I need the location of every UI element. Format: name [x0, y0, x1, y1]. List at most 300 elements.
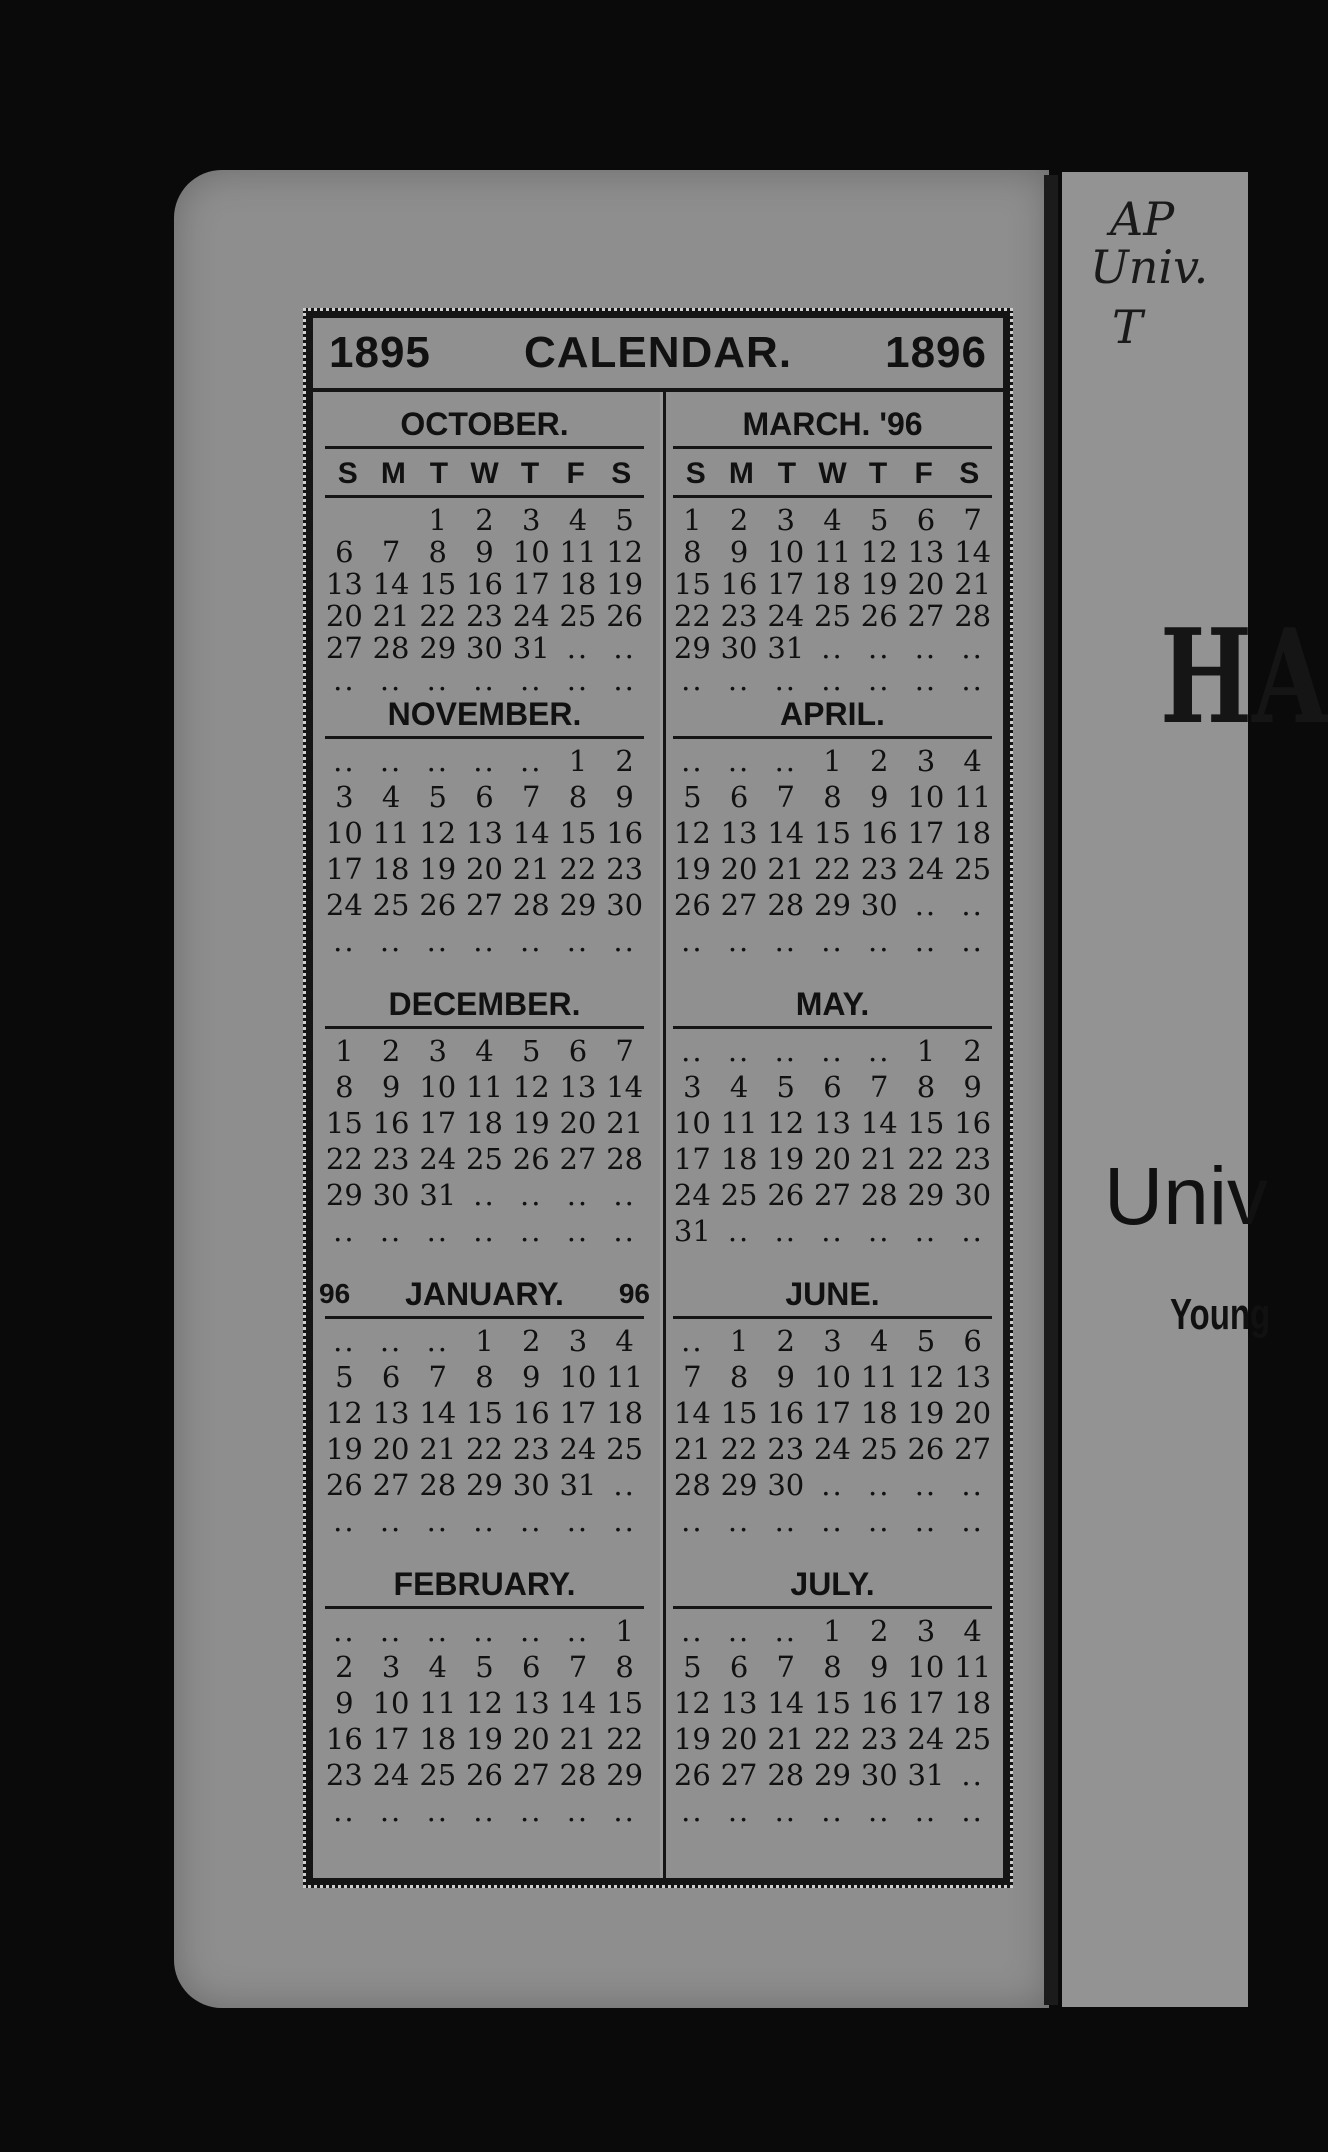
day-number: 29: [419, 631, 457, 665]
day-number: 15: [720, 1396, 758, 1430]
blank-day-dots: ..: [379, 1324, 403, 1358]
blank-day-dots: ..: [774, 924, 797, 958]
day-number: 2: [869, 744, 889, 778]
day-number: 30: [512, 1468, 550, 1502]
blank-day-dots: ..: [519, 1504, 543, 1538]
day-number: 16: [860, 1686, 898, 1720]
blank-day-dots: ..: [473, 1504, 496, 1538]
weekday-header: [673, 449, 992, 498]
day-number: 2: [521, 1324, 541, 1358]
blank-day-dots: ..: [961, 1504, 984, 1538]
blank-day-dots: ..: [681, 663, 704, 697]
calendar-header: [313, 318, 1003, 392]
day-number: 17: [907, 816, 945, 850]
day-number: 21: [673, 1432, 711, 1466]
day-number: 25: [372, 888, 410, 922]
weekday-label: M: [728, 457, 754, 490]
blank-day-dots: ..: [867, 1214, 891, 1248]
blank-day-dots: ..: [519, 1178, 543, 1212]
day-number: 29: [466, 1468, 503, 1502]
day-number: 1: [428, 503, 447, 537]
day-number: 24: [512, 599, 550, 633]
blank-day-dots: ..: [473, 1794, 496, 1828]
month-title: [325, 978, 644, 1029]
day-number: 10: [559, 1360, 597, 1394]
day-number: 28: [559, 1758, 597, 1792]
blank-day-dots: ..: [426, 1214, 449, 1248]
day-number: 19: [767, 1142, 805, 1176]
blank-day-dots: ..: [473, 744, 496, 778]
day-number: 8: [615, 1650, 634, 1684]
blank-day-dots: ..: [613, 1468, 636, 1502]
day-number: 9: [869, 780, 889, 814]
calendar-title: CALENDAR.: [523, 328, 793, 377]
day-number: 6: [729, 780, 749, 814]
month-block: [317, 978, 652, 1266]
day-number: 23: [466, 599, 503, 633]
day-number: 27: [325, 631, 363, 665]
blank-day-dots: ..: [426, 1324, 449, 1358]
day-number: 18: [954, 816, 992, 850]
blank-day-dots: ..: [774, 1504, 797, 1538]
day-number: 7: [963, 503, 982, 537]
month-title: [673, 1268, 992, 1319]
blank-day-dots: ..: [379, 1214, 403, 1248]
day-grid: [665, 1319, 1000, 1539]
day-number: 16: [466, 567, 503, 601]
facing-page: [1062, 172, 1248, 2007]
day-number: 4: [475, 1034, 494, 1068]
day-number: 26: [673, 888, 711, 922]
weekday-label: M: [380, 457, 406, 490]
day-number: 13: [512, 1686, 550, 1720]
day-number: 28: [767, 1758, 805, 1792]
day-number: 20: [814, 1142, 851, 1176]
blank-day-dots: ..: [821, 1794, 844, 1828]
day-number: 10: [372, 1686, 410, 1720]
blank-day-dots: ..: [727, 1614, 751, 1648]
day-number: 1: [615, 1614, 634, 1648]
day-number: 30: [720, 631, 758, 665]
day-number: 8: [823, 780, 842, 814]
day-number: 3: [428, 1034, 447, 1068]
day-grid: [317, 1029, 652, 1249]
day-number: 19: [907, 1396, 945, 1430]
blank-day-dots: ..: [333, 1504, 356, 1538]
day-number: 29: [559, 888, 597, 922]
day-number: 16: [325, 1722, 363, 1756]
blank-day-dots: ..: [961, 1794, 984, 1828]
month-name: MAY.: [795, 986, 870, 1022]
day-number: 16: [860, 816, 898, 850]
day-number: 15: [673, 567, 711, 601]
day-number: 24: [767, 599, 805, 633]
day-number: 22: [559, 852, 597, 886]
calendar-frame: [303, 308, 1013, 1888]
day-number: [321, 502, 368, 534]
day-number: 27: [814, 1178, 851, 1212]
day-number: 29: [720, 1468, 758, 1502]
day-number: 12: [325, 1396, 363, 1430]
day-number: 2: [615, 744, 634, 778]
day-number: 24: [559, 1432, 597, 1466]
day-number: 7: [428, 1360, 447, 1394]
month-title: [673, 688, 992, 739]
day-number: 14: [512, 816, 550, 850]
day-number: 23: [954, 1142, 992, 1176]
day-number: 12: [673, 1686, 711, 1720]
day-number: 21: [372, 599, 410, 633]
day-number: 6: [823, 1070, 842, 1104]
book-spine: [1044, 175, 1058, 2005]
day-number: [368, 502, 415, 534]
day-number: 31: [559, 1468, 597, 1502]
month-title: [673, 1558, 992, 1609]
day-number: 20: [372, 1432, 410, 1466]
day-number: 17: [673, 1142, 711, 1176]
day-number: 15: [466, 1396, 503, 1430]
blank-day-dots: ..: [774, 1034, 797, 1068]
month-name: NOVEMBER.: [387, 696, 582, 732]
day-number: 5: [335, 1360, 354, 1394]
day-number: 25: [954, 1722, 992, 1756]
blank-day-dots: ..: [426, 924, 449, 958]
day-number: 6: [521, 1650, 541, 1684]
day-number: 5: [683, 1650, 702, 1684]
day-number: 12: [767, 1106, 805, 1140]
day-number: 12: [606, 535, 644, 569]
day-number: 14: [606, 1070, 644, 1104]
day-number: 7: [776, 780, 795, 814]
day-number: 15: [419, 567, 457, 601]
day-number: 4: [963, 1614, 982, 1648]
blank-day-dots: ..: [613, 631, 636, 665]
blank-day-dots: ..: [426, 744, 449, 778]
blank-day-dots: ..: [519, 1214, 543, 1248]
blank-day-dots: ..: [681, 744, 704, 778]
day-number: 2: [963, 1034, 982, 1068]
day-number: 10: [325, 816, 363, 850]
blank-day-dots: ..: [961, 1468, 984, 1502]
handwritten-note-line-3: T: [1112, 300, 1143, 354]
day-number: 8: [568, 780, 588, 814]
month-name: DECEMBER.: [388, 986, 581, 1022]
day-number: 27: [466, 888, 503, 922]
blank-day-dots: ..: [426, 1794, 449, 1828]
day-number: 11: [466, 1070, 503, 1104]
day-number: 7: [776, 1650, 795, 1684]
month-year-left: 96: [319, 1278, 351, 1309]
blank-day-dots: ..: [961, 663, 984, 697]
day-number: 11: [860, 1360, 898, 1394]
day-number: 9: [729, 535, 749, 569]
day-number: 5: [916, 1324, 936, 1358]
weekday-label: S: [685, 457, 706, 490]
day-number: 13: [372, 1396, 410, 1430]
day-number: 2: [381, 1034, 401, 1068]
month-name: MARCH. '96: [742, 406, 923, 442]
day-number: 1: [335, 1034, 354, 1068]
day-number: 5: [869, 503, 889, 537]
day-number: 23: [512, 1432, 550, 1466]
day-number: 4: [729, 1070, 749, 1104]
blank-day-dots: ..: [961, 888, 984, 922]
day-number: 22: [814, 852, 851, 886]
day-number: 1: [568, 744, 588, 778]
day-number: 4: [615, 1324, 634, 1358]
day-number: 29: [606, 1758, 644, 1792]
day-number: 11: [954, 1650, 992, 1684]
weekday-label: T: [520, 457, 540, 490]
day-number: 28: [673, 1468, 711, 1502]
month-block: [317, 688, 652, 976]
blank-day-dots: ..: [821, 1214, 844, 1248]
day-number: 24: [907, 852, 945, 886]
day-number: 17: [559, 1396, 597, 1430]
day-number: 11: [814, 535, 851, 569]
day-number: 4: [568, 503, 588, 537]
weekday-label: S: [611, 457, 632, 490]
weekday-label: W: [818, 457, 847, 490]
day-number: 2: [729, 503, 749, 537]
month-title: [673, 398, 992, 449]
day-number: 19: [606, 567, 644, 601]
day-number: 10: [512, 535, 550, 569]
blank-day-dots: ..: [727, 1034, 751, 1068]
day-number: 13: [814, 1106, 851, 1140]
day-number: 21: [419, 1432, 457, 1466]
day-number: 1: [916, 1034, 936, 1068]
weekday-label: W: [470, 457, 499, 490]
day-number: 2: [475, 503, 494, 537]
blank-day-dots: ..: [333, 1614, 356, 1648]
day-number: 7: [521, 780, 541, 814]
day-number: 3: [776, 503, 795, 537]
month-block: [317, 1268, 652, 1556]
blank-day-dots: ..: [519, 663, 543, 697]
day-number: 18: [814, 567, 851, 601]
blank-day-dots: ..: [681, 924, 704, 958]
weekday-label: F: [566, 457, 585, 490]
blank-day-dots: ..: [566, 1614, 590, 1648]
day-number: 11: [606, 1360, 644, 1394]
day-number: 18: [720, 1142, 758, 1176]
day-number: 29: [814, 1758, 851, 1792]
day-number: 14: [954, 535, 992, 569]
blank-day-dots: ..: [867, 1794, 891, 1828]
day-number: 29: [325, 1178, 363, 1212]
day-number: 16: [767, 1396, 805, 1430]
blank-day-dots: ..: [821, 1034, 844, 1068]
day-number: 9: [869, 1650, 889, 1684]
day-number: 3: [381, 1650, 401, 1684]
blank-day-dots: ..: [333, 1324, 356, 1358]
day-number: 26: [860, 599, 898, 633]
day-number: 24: [907, 1722, 945, 1756]
blank-day-dots: ..: [914, 1468, 938, 1502]
blank-day-dots: ..: [914, 1214, 938, 1248]
day-number: 9: [335, 1686, 354, 1720]
day-grid: [317, 739, 652, 959]
blank-day-dots: ..: [519, 744, 543, 778]
day-number: 21: [954, 567, 992, 601]
blank-day-dots: ..: [821, 631, 844, 665]
day-grid: [317, 1319, 652, 1539]
blank-day-dots: ..: [681, 1504, 704, 1538]
day-grid: [665, 1029, 1000, 1249]
day-number: 31: [419, 1178, 457, 1212]
day-number: 22: [606, 1722, 644, 1756]
blank-day-dots: ..: [914, 888, 938, 922]
day-number: 15: [606, 1686, 644, 1720]
day-number: 20: [559, 1106, 597, 1140]
day-number: 5: [428, 780, 447, 814]
blank-day-dots: ..: [566, 1178, 590, 1212]
day-number: 18: [559, 567, 597, 601]
day-number: 19: [325, 1432, 363, 1466]
day-number: 16: [720, 567, 758, 601]
day-number: 12: [466, 1686, 503, 1720]
day-number: 25: [954, 852, 992, 886]
day-number: 3: [335, 780, 354, 814]
day-number: 17: [767, 567, 805, 601]
day-number: 14: [559, 1686, 597, 1720]
month-block: [665, 398, 1000, 697]
day-number: 25: [606, 1432, 644, 1466]
day-number: 8: [475, 1360, 494, 1394]
blank-day-dots: ..: [961, 631, 984, 665]
day-number: 26: [325, 1468, 363, 1502]
blank-day-dots: ..: [473, 1214, 496, 1248]
day-number: 17: [907, 1686, 945, 1720]
day-number: 29: [673, 631, 711, 665]
day-number: 22: [814, 1722, 851, 1756]
day-number: 21: [767, 1722, 805, 1756]
day-number: 9: [615, 780, 634, 814]
weekday-label: S: [337, 457, 358, 490]
day-number: 4: [963, 744, 982, 778]
day-number: 11: [559, 535, 597, 569]
blank-day-dots: ..: [613, 1178, 636, 1212]
day-number: 30: [466, 631, 503, 665]
day-number: 28: [372, 631, 410, 665]
month-name: APRIL.: [780, 696, 885, 732]
day-number: 23: [606, 852, 644, 886]
day-number: 13: [466, 816, 503, 850]
day-number: 11: [419, 1686, 457, 1720]
blank-day-dots: ..: [426, 1504, 449, 1538]
blank-day-dots: ..: [914, 1794, 938, 1828]
day-number: 14: [767, 816, 805, 850]
day-number: 26: [512, 1142, 550, 1176]
blank-day-dots: ..: [727, 1214, 751, 1248]
day-number: 4: [381, 780, 401, 814]
day-number: 7: [683, 1360, 702, 1394]
day-number: 4: [823, 503, 842, 537]
day-number: 23: [767, 1432, 805, 1466]
month-block: [665, 688, 1000, 976]
day-number: 10: [907, 780, 945, 814]
day-number: 8: [729, 1360, 749, 1394]
blank-day-dots: ..: [566, 1214, 590, 1248]
blank-day-dots: ..: [333, 924, 356, 958]
day-number: 18: [419, 1722, 457, 1756]
facing-page-university: Univ: [1104, 1151, 1269, 1242]
day-number: 6: [335, 535, 354, 569]
blank-day-dots: ..: [426, 663, 449, 697]
day-number: 7: [381, 535, 401, 569]
day-number: 8: [428, 535, 447, 569]
day-number: 23: [720, 599, 758, 633]
day-number: 11: [720, 1106, 758, 1140]
day-number: 4: [428, 1650, 447, 1684]
day-number: 1: [475, 1324, 494, 1358]
day-number: 28: [512, 888, 550, 922]
day-number: 14: [673, 1396, 711, 1430]
day-number: 3: [683, 1070, 702, 1104]
day-number: 12: [512, 1070, 550, 1104]
day-number: 19: [860, 567, 898, 601]
blank-day-dots: ..: [613, 1214, 636, 1248]
day-number: 5: [683, 780, 702, 814]
day-number: 12: [860, 535, 898, 569]
day-number: 20: [466, 852, 503, 886]
day-number: 20: [720, 852, 758, 886]
day-number: 11: [954, 780, 992, 814]
weekday-label: T: [868, 457, 888, 490]
handwritten-note-line-1: AP: [1110, 192, 1175, 246]
day-number: 23: [372, 1142, 410, 1176]
blank-day-dots: ..: [961, 1214, 984, 1248]
day-number: 13: [720, 1686, 758, 1720]
day-number: 30: [372, 1178, 410, 1212]
blank-day-dots: ..: [727, 1794, 751, 1828]
blank-day-dots: ..: [566, 1794, 590, 1828]
blank-day-dots: ..: [821, 663, 844, 697]
day-number: 28: [954, 599, 992, 633]
day-number: 25: [559, 599, 597, 633]
facing-page-city: Young: [1170, 1290, 1271, 1339]
month-year-right: 96: [618, 1278, 650, 1309]
day-number: 28: [606, 1142, 644, 1176]
day-number: 3: [916, 1614, 936, 1648]
day-number: 31: [673, 1214, 711, 1248]
day-number: 13: [954, 1360, 992, 1394]
day-number: 3: [521, 503, 541, 537]
day-number: 31: [767, 631, 805, 665]
blank-day-dots: ..: [566, 1504, 590, 1538]
day-number: 15: [325, 1106, 363, 1140]
day-number: 22: [419, 599, 457, 633]
day-number: 10: [673, 1106, 711, 1140]
day-number: 6: [568, 1034, 588, 1068]
day-number: 16: [372, 1106, 410, 1140]
day-number: 6: [381, 1360, 401, 1394]
blank-day-dots: ..: [681, 1614, 704, 1648]
day-number: 25: [814, 599, 851, 633]
day-number: 29: [814, 888, 851, 922]
day-number: 31: [512, 631, 550, 665]
day-number: 30: [767, 1468, 805, 1502]
day-number: 26: [673, 1758, 711, 1792]
day-number: 9: [521, 1360, 541, 1394]
day-number: 16: [606, 816, 644, 850]
day-number: 8: [823, 1650, 842, 1684]
day-number: 27: [907, 599, 945, 633]
day-grid: [665, 1609, 1000, 1829]
month-name: JULY.: [790, 1566, 875, 1602]
day-number: 18: [860, 1396, 898, 1430]
